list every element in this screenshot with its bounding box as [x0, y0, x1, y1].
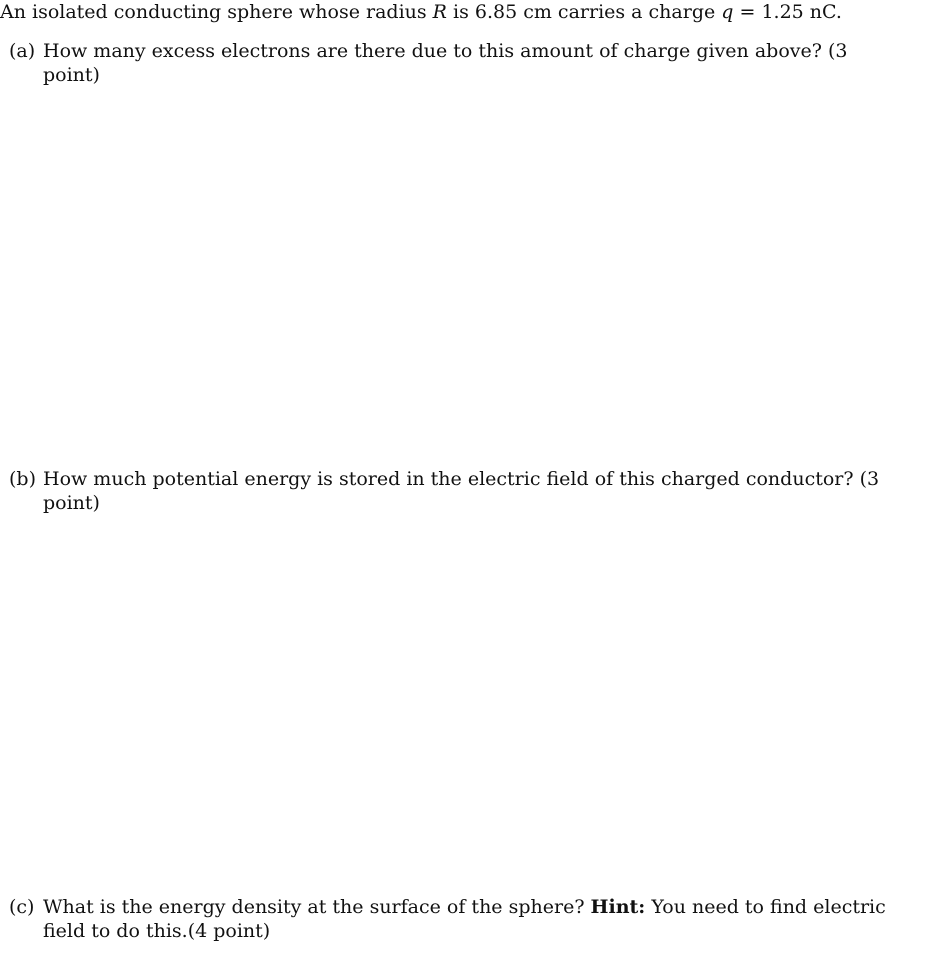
problem-statement — [0, 0, 920, 24]
part-c-text-before-hint: What is the energy density at the surface of the sphere? — [43, 896, 591, 918]
part-c-label: (c) — [9, 896, 35, 918]
hint-label: Hint: — [590, 896, 646, 918]
question-part-a — [9, 39, 909, 87]
part-c-text-container — [43, 895, 909, 943]
intro-prefix: An isolated conducting sphere whose radius — [0, 1, 433, 23]
part-b-text: How much potential energy is stored in the electric field of this charged conductor? (3 point) — [43, 468, 880, 514]
intro-middle: is 6.85 cm carries a charge — [446, 1, 722, 23]
part-a-label: (a) — [9, 40, 36, 62]
intro-suffix: = 1.25 nC. — [733, 1, 842, 23]
question-part-c — [9, 895, 909, 943]
question-part-b — [9, 467, 909, 515]
part-c-text-after-hint: You need to find electric field to do this.(4 point) — [43, 896, 886, 942]
part-a-text: How many excess electrons are there due to this amount of charge given above? (3 point) — [43, 40, 848, 86]
charge-symbol: q — [721, 1, 734, 23]
radius-symbol: R — [432, 1, 447, 23]
part-b-label: (b) — [9, 468, 36, 490]
